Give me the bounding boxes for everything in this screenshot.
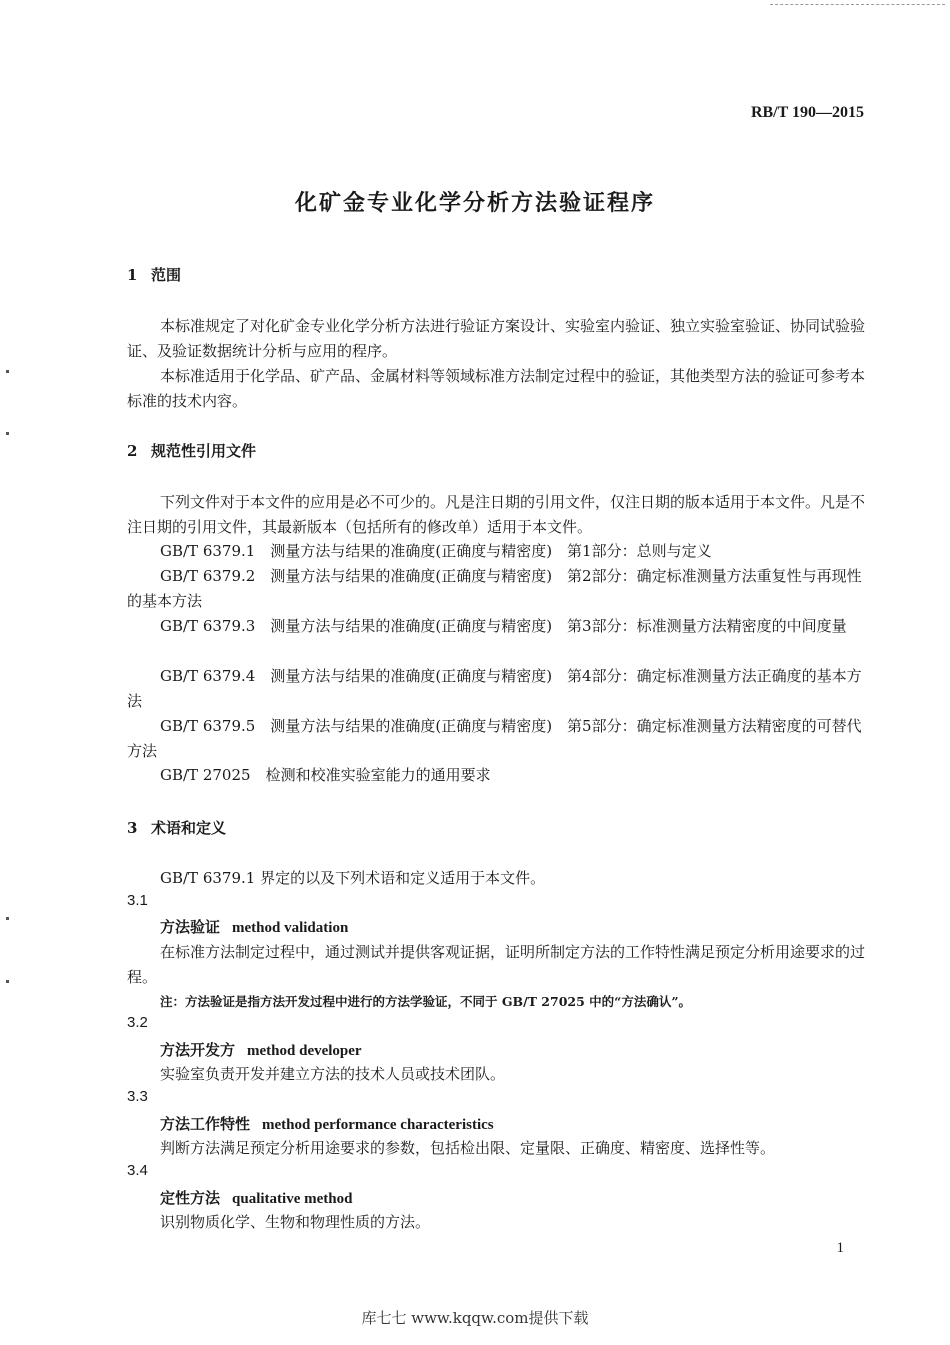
section-2-intro: 下列文件对于本文件的应用是必不可少的。凡是注日期的引用文件，仅注日期的版本适用于本文件。凡是不注日期的引用文件，其最新版本（包括所有的修改单）适用于本文件。 <box>127 493 866 536</box>
term-note: 注：方法验证是指方法开发过程中进行的方法学验证，不同于 GB/T 27025 中的“方法确认”。 <box>160 994 692 1009</box>
section-1-paragraph: 本标准规定了对化矿金专业化学分析方法进行验证方案设计、实验室内验证、独立实验室验证、协同试验验证、及验证数据统计分析与应用的程序。 <box>127 317 866 360</box>
term-title: 方法验证 method validation <box>160 918 349 936</box>
reference-item: GB/T 6379.4 测量方法与结果的准确度(正确度与精密度) 第4部分：确定标准测量方法正确度的基本方法 <box>127 667 862 710</box>
term-number: 3.1 <box>127 892 148 909</box>
section-1-heading: 1 范围 <box>127 266 182 284</box>
download-footer: 库七七 www.kqqw.com提供下载 <box>361 1309 589 1327</box>
term-definition: 实验室负责开发并建立方法的技术人员或技术团队。 <box>160 1065 506 1083</box>
reference-item: GB/T 6379.1 测量方法与结果的准确度(正确度与精密度) 第1部分：总则与定义 <box>160 542 712 560</box>
term-definition: 识别物质化学、生物和物理性质的方法。 <box>160 1213 431 1231</box>
scan-dot <box>6 980 9 983</box>
reference-item: GB/T 6379.5 测量方法与结果的准确度(正确度与精密度) 第5部分：确定标准测量方法精密度的可替代方法 <box>127 717 862 760</box>
reference-item: GB/T 27025 检测和校准实验室能力的通用要求 <box>160 766 491 784</box>
scan-dot <box>6 917 9 920</box>
term-title: 方法工作特性 method performance characteristics <box>160 1115 494 1133</box>
section-2-heading: 2 规范性引用文件 <box>127 442 257 460</box>
term-number: 3.2 <box>127 1014 148 1031</box>
term-definition: 判断方法满足预定分析用途要求的参数，包括检出限、定量限、正确度、精密度、选择性等。 <box>160 1139 776 1157</box>
term-number: 3.3 <box>127 1088 148 1105</box>
scan-dot <box>6 432 9 435</box>
term-definition: 在标准方法制定过程中，通过测试并提供客观证据，证明所制定方法的工作特性满足预定分析用途要求的过程。 <box>127 943 866 986</box>
section-3-heading: 3 术语和定义 <box>127 819 227 837</box>
term-title: 定性方法 qualitative method <box>160 1189 353 1207</box>
term-number: 3.4 <box>127 1162 148 1179</box>
section-1-paragraph: 本标准适用于化学品、矿产品、金属材料等领域标准方法制定过程中的验证，其他类型方法的验证可参考本标准的技术内容。 <box>127 367 866 410</box>
page-number: 1 <box>836 1240 844 1256</box>
reference-item: GB/T 6379.3 测量方法与结果的准确度(正确度与精密度) 第3部分：标准测量方法精密度的中间度量 <box>160 617 847 635</box>
scan-edge-dashes <box>770 4 945 5</box>
scan-dot <box>6 370 9 373</box>
term-title: 方法开发方 method developer <box>160 1041 362 1059</box>
document-title: 化矿金专业化学分析方法验证程序 <box>294 190 655 216</box>
standard-code: RB/T 190—2015 <box>750 104 864 121</box>
reference-item: GB/T 6379.2 测量方法与结果的准确度(正确度与精密度) 第2部分：确定标准测量方法重复性与再现性的基本方法 <box>127 567 862 610</box>
section-3-intro: GB/T 6379.1 界定的以及下列术语和定义适用于本文件。 <box>160 869 546 887</box>
